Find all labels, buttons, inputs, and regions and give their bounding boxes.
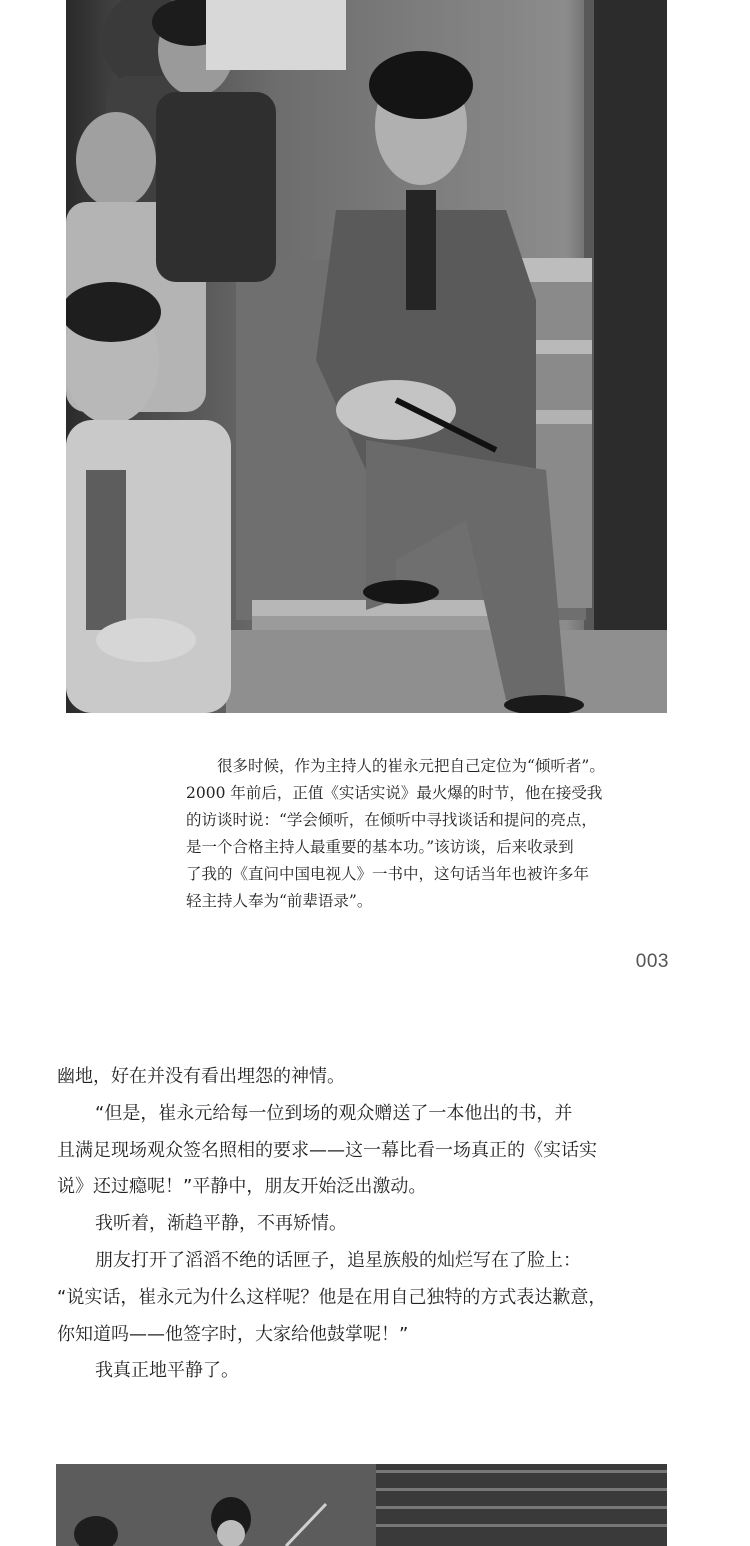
top-photo [66,0,667,713]
host-on-stage-photo [66,0,667,713]
caption-line: 很多时候，作为主持人的崔永元把自己定位为“倾听者”。 [217,757,605,775]
caption-line: 了我的《直问中国电视人》一书中，这句话当年也被许多年 [186,865,590,883]
caption-line: 是一个合格主持人最重要的基本功。”该访谈，后来收录到 [186,838,574,856]
caption-line: 轻主持人奉为“前辈语录”。 [186,892,373,910]
paragraph-line: 说》还过瘾呢！”平静中，朋友开始泛出激动。 [57,1176,427,1198]
paragraph-line: 我听着，渐趋平静，不再矫情。 [95,1213,347,1235]
page-number: 003 [635,951,669,972]
bottom-photo [56,1464,667,1546]
body-text [57,1059,669,1390]
caption-line: 的访谈时说：“学会倾听，在倾听中寻找谈话和提问的亮点， [186,811,597,829]
paragraph-line: 你知道吗——他签字时，大家给他鼓掌呢！” [57,1323,409,1345]
paragraph-line: “说实话，崔永元为什么这样呢？他是在用自己独特的方式表达歉意， [57,1286,607,1308]
photo-caption [186,753,670,915]
paragraph-line: 我真正地平静了。 [95,1360,239,1382]
paragraph-line: 且满足现场观众签名照相的要求——这一幕比看一场真正的《实话实 [57,1139,597,1161]
event-photo [56,1464,667,1546]
caption-line: 2000 年前后，正值《实话实说》最火爆的时节，他在接受我 [186,784,603,802]
paragraph-line: “但是，崔永元给每一位到场的观众赠送了一本他出的书，并 [95,1102,573,1124]
paragraph-line: 幽地，好在并没有看出埋怨的神情。 [57,1066,345,1087]
paragraph-line: 朋友打开了滔滔不绝的话匣子，追星族般的灿烂写在了脸上： [95,1249,581,1271]
